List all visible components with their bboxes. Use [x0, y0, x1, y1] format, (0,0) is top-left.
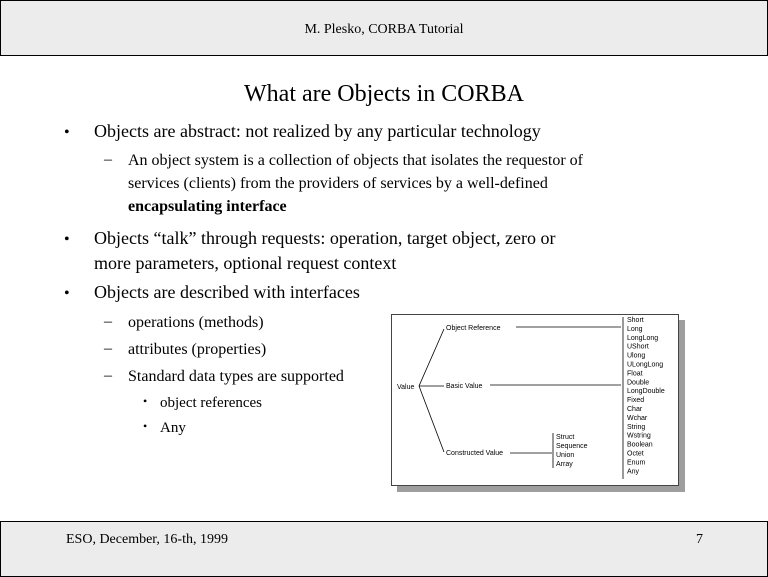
diagram-svg: [392, 315, 678, 485]
basic-type-label: Short: [627, 317, 644, 324]
branch-line: [419, 386, 444, 452]
bullet-3-sub-3: Standard data types are supported: [128, 368, 344, 385]
basic-type-label: LongDouble: [627, 388, 665, 396]
bullet-2-line-1: Objects “talk” through requests: operation, target object, zero or: [94, 228, 556, 248]
basic-types-list: [627, 317, 665, 475]
dash-marker: –: [104, 313, 112, 330]
bullet-3-sub-2: attributes (properties): [128, 341, 267, 358]
basic-type-label: Enum: [627, 459, 646, 467]
branch-line: [419, 329, 444, 386]
slide-header: [0, 0, 768, 56]
basic-type-label: Wchar: [627, 414, 648, 422]
bullet-3-sub-1: operations (methods): [128, 314, 264, 331]
constructed-type: Union: [556, 452, 575, 459]
basic-type-label: Ulong: [627, 352, 646, 360]
bullet-1-sub-line-1: An object system is a collection of objects that isolates the requestor of: [128, 152, 583, 169]
slide-footer: [0, 521, 768, 577]
basic-type-label: Long: [627, 325, 643, 333]
sub-bullet-marker: •: [143, 419, 148, 433]
constructed-type: Array: [556, 461, 573, 468]
header-text: M. Plesko, CORBA Tutorial: [304, 22, 464, 37]
bullet-2-line-2: more parameters, optional request context: [94, 253, 397, 273]
value-types-diagram: [391, 314, 679, 486]
dash-marker: –: [104, 151, 112, 168]
constructed-type: Struct: [556, 434, 575, 441]
bullet-3-text: Objects are described with interfaces: [94, 282, 360, 302]
basic-type-label: Fixed: [627, 397, 645, 405]
dash-marker: –: [104, 367, 112, 384]
branch-object-reference: Object Reference: [446, 325, 501, 332]
sub-bullet-marker: •: [143, 394, 148, 408]
bullet-1-sub-line-3: [128, 196, 287, 218]
basic-type-label: Wstring: [627, 432, 651, 440]
constructed-type: Sequence: [556, 443, 588, 450]
branch-basic-value: Basic Value: [446, 383, 483, 390]
basic-type-label: Double: [627, 379, 650, 387]
bullet-1-sub-line-2: services (clients) from the providers of services by a well-defined: [128, 175, 548, 192]
bold-term: encapsulating interface: [128, 198, 287, 215]
basic-type-label: ULongLong: [627, 361, 664, 369]
bullet-marker: •: [64, 231, 70, 248]
footer-event-date: ESO, December, 16-th, 1999: [66, 532, 228, 547]
bullet-3-subsub-1: object references: [160, 395, 263, 411]
bullet-3-subsub-2: Any: [160, 420, 186, 436]
bullet-marker: •: [64, 285, 70, 302]
bullet-marker: •: [64, 124, 70, 141]
page-number: 7: [696, 532, 703, 547]
basic-type-label: String: [627, 423, 646, 431]
basic-type-label: Any: [627, 468, 640, 476]
basic-type-label: Float: [627, 370, 643, 378]
basic-type-label: UShort: [627, 343, 649, 351]
basic-type-label: Octet: [627, 450, 644, 458]
bullet-1-text: Objects are abstract: not realized by any particular technology: [94, 121, 541, 141]
basic-type-label: Boolean: [627, 441, 653, 449]
basic-type-label: LongLong: [627, 334, 659, 342]
slide-title: What are Objects in CORBA: [244, 81, 524, 107]
diagram-root-label: Value: [397, 384, 415, 391]
basic-type-label: Char: [627, 406, 643, 413]
branch-constructed-value: Constructed Value: [446, 450, 504, 457]
dash-marker: –: [104, 340, 112, 357]
